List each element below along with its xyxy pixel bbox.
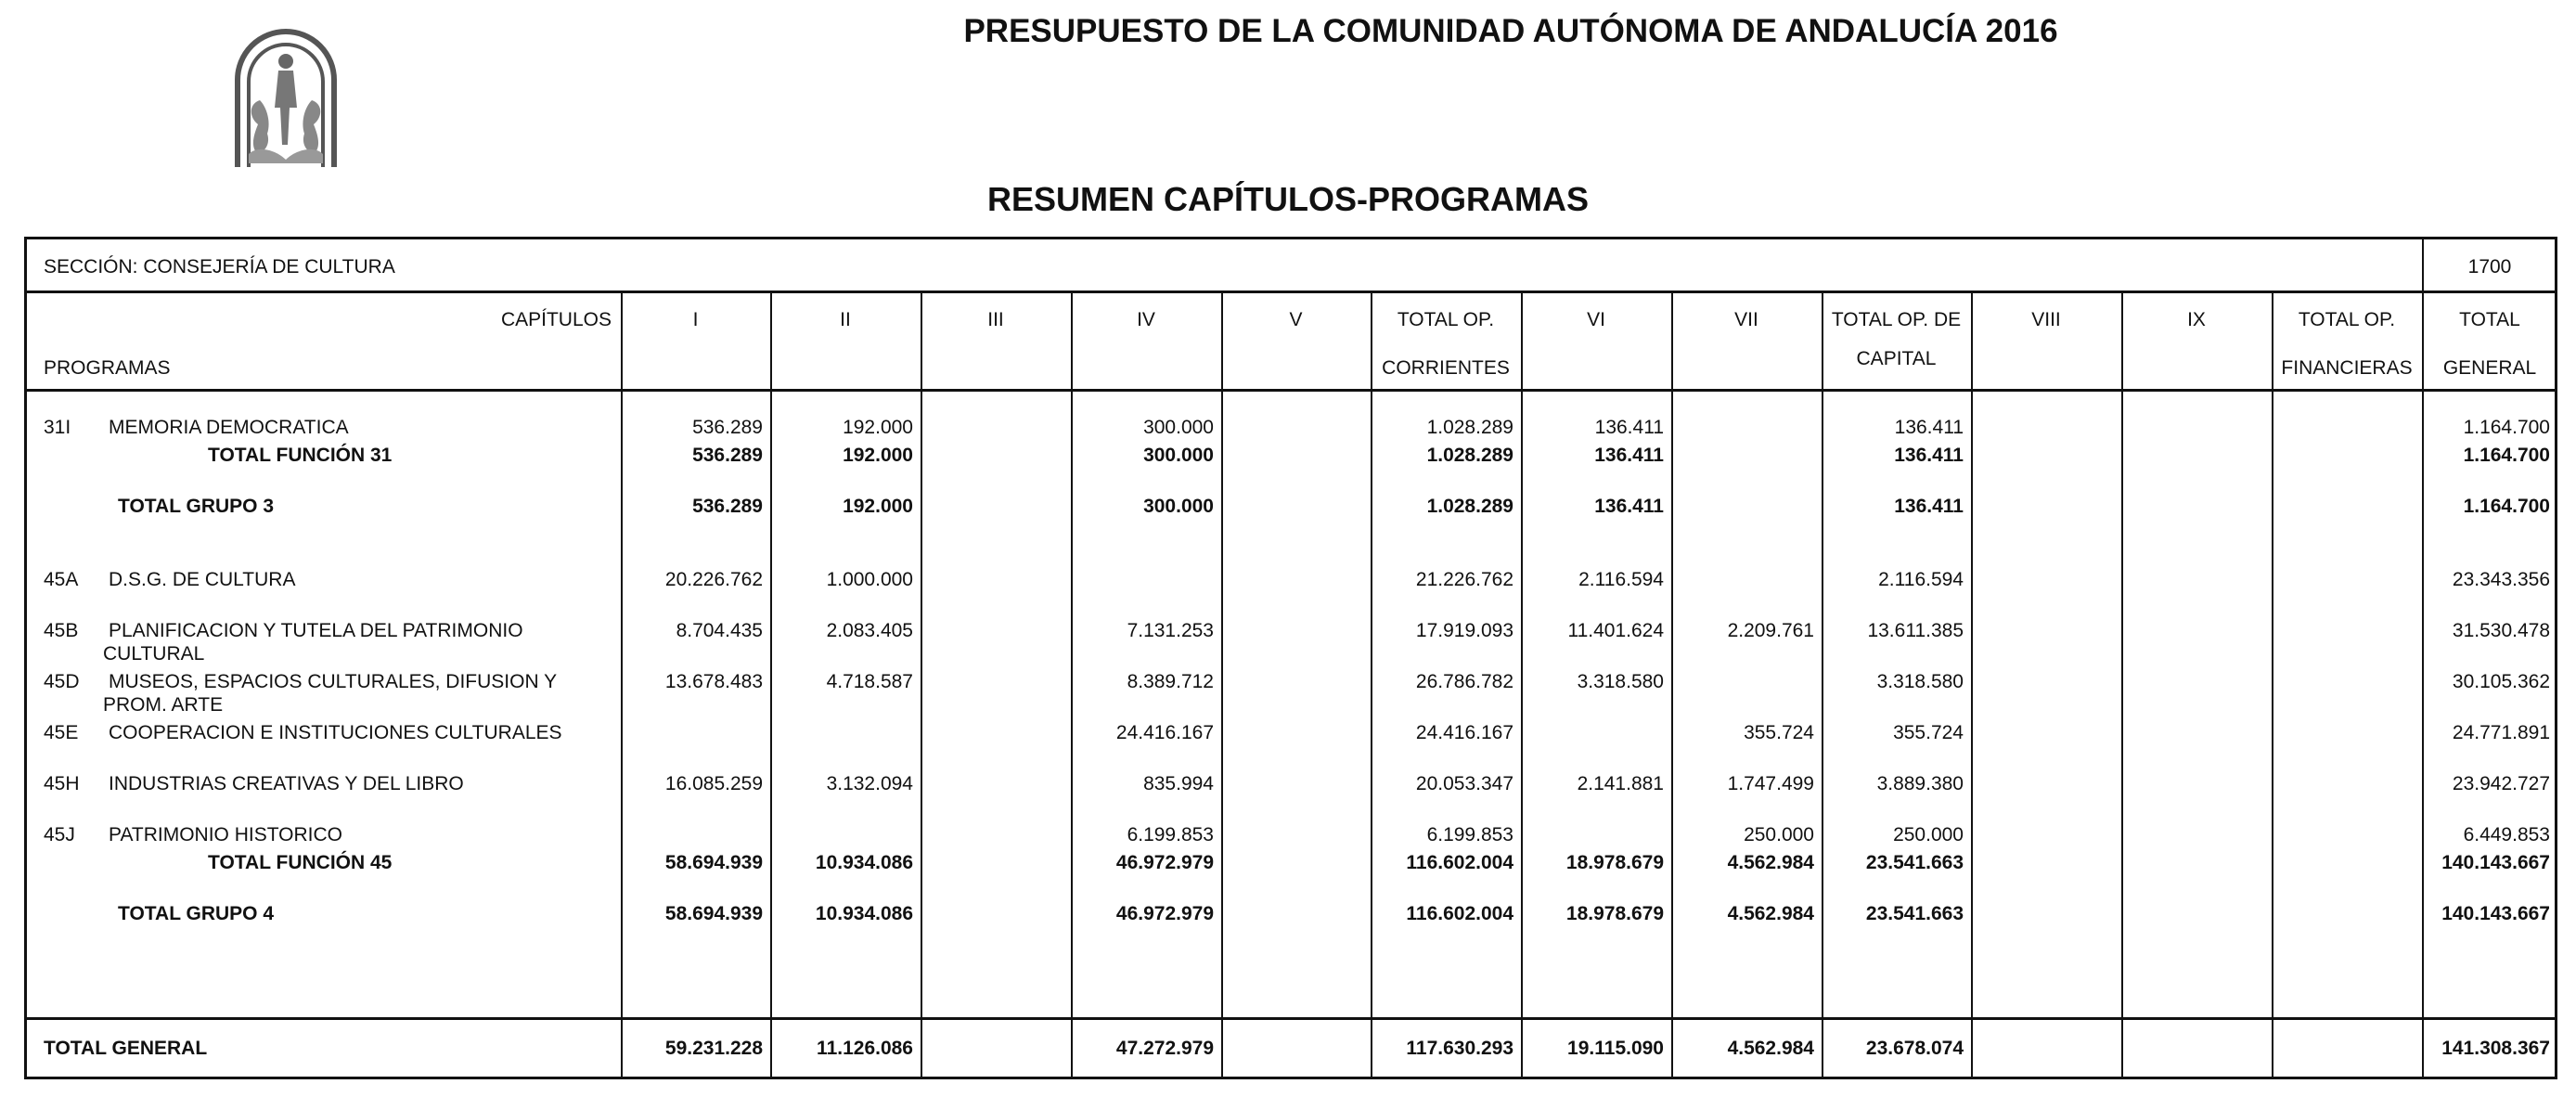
row-label: TOTAL GRUPO 4 <box>118 903 275 924</box>
table-cell: 3.132.094 <box>826 773 913 794</box>
row-label: TOTAL FUNCIÓN 45 <box>208 852 393 873</box>
program-code: 45A <box>44 569 79 590</box>
table-cell: 11.401.624 <box>1567 620 1664 641</box>
table-cell: 192.000 <box>843 417 913 438</box>
section-label: SECCIÓN: CONSEJERÍA DE CULTURA <box>44 256 395 277</box>
column-header-10: VIII <box>2031 309 2061 330</box>
table-cell: 18.978.679 <box>1565 852 1664 873</box>
row-label: PATRIMONIO HISTORICO <box>109 824 343 845</box>
table-cell: 26.786.782 <box>1415 671 1513 692</box>
table-cell: 24.416.167 <box>1415 722 1513 743</box>
table-cell: 1.000.000 <box>826 569 913 590</box>
row-label: TOTAL FUNCIÓN 31 <box>208 445 393 466</box>
table-cell: 24.771.891 <box>2452 722 2550 743</box>
row-label: INDUSTRIAS CREATIVAS Y DEL LIBRO <box>109 773 464 794</box>
column-rule <box>1971 290 1973 1079</box>
row-label: TOTAL GRUPO 3 <box>118 496 275 517</box>
total-general-cell: 4.562.984 <box>1727 1038 1814 1059</box>
table-cell: 1.028.289 <box>1426 445 1513 466</box>
table-cell: 13.678.483 <box>664 671 763 692</box>
row-label: MEMORIA DEMOCRATICA <box>109 417 349 438</box>
table-cell: 835.994 <box>1143 773 1214 794</box>
column-header-9: TOTAL OP. DE <box>1831 309 1962 330</box>
table-cell: 1.164.700 <box>2463 417 2550 438</box>
table-cell: 1.747.499 <box>1727 773 1814 794</box>
table-cell: 136.411 <box>1894 496 1964 517</box>
table-cell: 116.602.004 <box>1406 903 1513 924</box>
table-cell: 300.000 <box>1143 445 1214 466</box>
table-cell: 4.562.984 <box>1727 852 1814 873</box>
table-cell: 136.411 <box>1594 417 1664 438</box>
table-cell: 136.411 <box>1894 445 1964 466</box>
total-general-cell: 141.308.367 <box>2441 1038 2550 1059</box>
program-code: 45J <box>44 824 75 845</box>
table-cell: 4.562.984 <box>1727 903 1814 924</box>
table-cell: 17.919.093 <box>1415 620 1513 641</box>
table-cell: 46.972.979 <box>1115 852 1214 873</box>
total-general-label: TOTAL GENERAL <box>44 1038 208 1059</box>
table-cell: 250.000 <box>1744 824 1814 845</box>
table-rule <box>27 1017 2555 1020</box>
header-programas: PROGRAMAS <box>44 357 171 379</box>
table-cell: 46.972.979 <box>1115 903 1214 924</box>
table-cell: 3.318.580 <box>1876 671 1964 692</box>
row-label-line2: CULTURAL <box>103 643 205 665</box>
column-header-5: V <box>1289 309 1303 330</box>
column-header-4: IV <box>1137 309 1155 330</box>
column-header-9-line2: CAPITAL <box>1856 348 1937 369</box>
column-header-12: TOTAL OP. <box>2298 309 2396 330</box>
table-cell: 16.085.259 <box>664 773 763 794</box>
table-cell: 10.934.086 <box>815 852 913 873</box>
row-label: MUSEOS, ESPACIOS CULTURALES, DIFUSION Y <box>109 671 558 692</box>
column-header-6: TOTAL OP. <box>1397 309 1495 330</box>
column-header-8: VII <box>1734 309 1758 330</box>
table-cell: 8.704.435 <box>676 620 763 641</box>
table-cell: 192.000 <box>843 496 913 517</box>
table-cell: 355.724 <box>1893 722 1964 743</box>
table-cell: 8.389.712 <box>1127 671 1214 692</box>
column-rule <box>921 290 922 1079</box>
table-cell: 250.000 <box>1893 824 1964 845</box>
total-general-cell: 11.126.086 <box>817 1038 913 1059</box>
program-code: 45D <box>44 671 80 692</box>
table-cell: 6.449.853 <box>2463 824 2550 845</box>
header-capitulos: CAPÍTULOS <box>500 309 612 330</box>
table-cell: 116.602.004 <box>1406 852 1513 873</box>
table-cell: 24.416.167 <box>1115 722 1214 743</box>
table-cell: 1.028.289 <box>1426 496 1513 517</box>
table-cell: 23.343.356 <box>2452 569 2550 590</box>
table-cell: 23.942.727 <box>2452 773 2550 794</box>
table-cell: 23.541.663 <box>1865 903 1964 924</box>
total-general-cell: 47.272.979 <box>1115 1038 1214 1059</box>
column-header-13-line2: GENERAL <box>2442 357 2537 379</box>
table-rule <box>27 389 2555 392</box>
table-cell: 31.530.478 <box>2452 620 2550 641</box>
table-cell: 136.411 <box>1594 445 1664 466</box>
column-rule <box>1671 290 1673 1079</box>
column-rule <box>1221 290 1223 1079</box>
row-label: PLANIFICACION Y TUTELA DEL PATRIMONIO <box>109 620 523 641</box>
table-cell: 3.318.580 <box>1577 671 1664 692</box>
table-cell: 2.209.761 <box>1727 620 1814 641</box>
table-cell: 355.724 <box>1744 722 1814 743</box>
row-label: D.S.G. DE CULTURA <box>109 569 296 590</box>
column-rule <box>2272 290 2273 1079</box>
total-general-cell: 117.630.293 <box>1406 1038 1513 1059</box>
table-cell: 136.411 <box>1894 417 1964 438</box>
document-subtitle: RESUMEN CAPÍTULOS-PROGRAMAS <box>986 180 1590 218</box>
table-cell: 1.028.289 <box>1426 417 1513 438</box>
program-code: 31I <box>44 417 71 438</box>
program-code: 45H <box>44 773 80 794</box>
table-cell: 300.000 <box>1143 417 1214 438</box>
table-cell: 13.611.385 <box>1867 620 1964 641</box>
total-general-cell: 19.115.090 <box>1567 1038 1664 1059</box>
program-code: 45B <box>44 620 79 641</box>
table-cell: 18.978.679 <box>1565 903 1664 924</box>
table-cell: 2.116.594 <box>1578 569 1664 590</box>
table-cell: 6.199.853 <box>1127 824 1214 845</box>
budget-table <box>24 237 2557 1079</box>
column-header-7: VI <box>1587 309 1605 330</box>
table-cell: 536.289 <box>692 445 763 466</box>
table-cell: 140.143.667 <box>2441 903 2550 924</box>
column-rule <box>2121 290 2123 1079</box>
column-header-1: I <box>692 309 699 330</box>
column-header-13: TOTAL <box>2459 309 2520 330</box>
table-cell: 1.164.700 <box>2463 445 2550 466</box>
table-cell: 136.411 <box>1594 496 1664 517</box>
section-code: 1700 <box>2467 256 2512 277</box>
table-cell: 6.199.853 <box>1426 824 1513 845</box>
column-header-3: III <box>987 309 1004 330</box>
document-title: PRESUPUESTO DE LA COMUNIDAD AUTÓNOMA DE ANDALUCÍA 2016 <box>963 13 2058 49</box>
table-cell: 7.131.253 <box>1127 620 1214 641</box>
table-cell: 3.889.380 <box>1876 773 1964 794</box>
table-cell: 58.694.939 <box>664 852 763 873</box>
column-header-2: II <box>840 309 851 330</box>
table-cell: 536.289 <box>692 496 763 517</box>
row-label: COOPERACION E INSTITUCIONES CULTURALES <box>109 722 562 743</box>
program-code: 45E <box>44 722 79 743</box>
table-cell: 300.000 <box>1143 496 1214 517</box>
table-rule <box>27 290 2555 293</box>
total-general-cell: 59.231.228 <box>664 1038 763 1059</box>
table-cell: 21.226.762 <box>1415 569 1513 590</box>
table-cell: 4.718.587 <box>826 671 913 692</box>
column-header-6-line2: CORRIENTES <box>1382 357 1510 379</box>
column-header-12-line2: FINANCIERAS <box>2281 357 2413 379</box>
table-cell: 1.164.700 <box>2463 496 2550 517</box>
table-cell: 20.226.762 <box>664 569 763 590</box>
table-cell: 58.694.939 <box>664 903 763 924</box>
table-cell: 10.934.086 <box>815 903 913 924</box>
table-cell: 2.083.405 <box>826 620 913 641</box>
column-header-11: IX <box>2187 309 2206 330</box>
table-cell: 20.053.347 <box>1415 773 1513 794</box>
table-cell: 140.143.667 <box>2441 852 2550 873</box>
row-label-line2: PROM. ARTE <box>103 694 224 716</box>
table-cell: 192.000 <box>843 445 913 466</box>
table-cell: 23.541.663 <box>1865 852 1964 873</box>
table-cell: 2.116.594 <box>1878 569 1964 590</box>
total-general-cell: 23.678.074 <box>1865 1038 1964 1059</box>
table-cell: 2.141.881 <box>1577 773 1664 794</box>
table-cell: 536.289 <box>692 417 763 438</box>
table-cell: 30.105.362 <box>2452 671 2550 692</box>
